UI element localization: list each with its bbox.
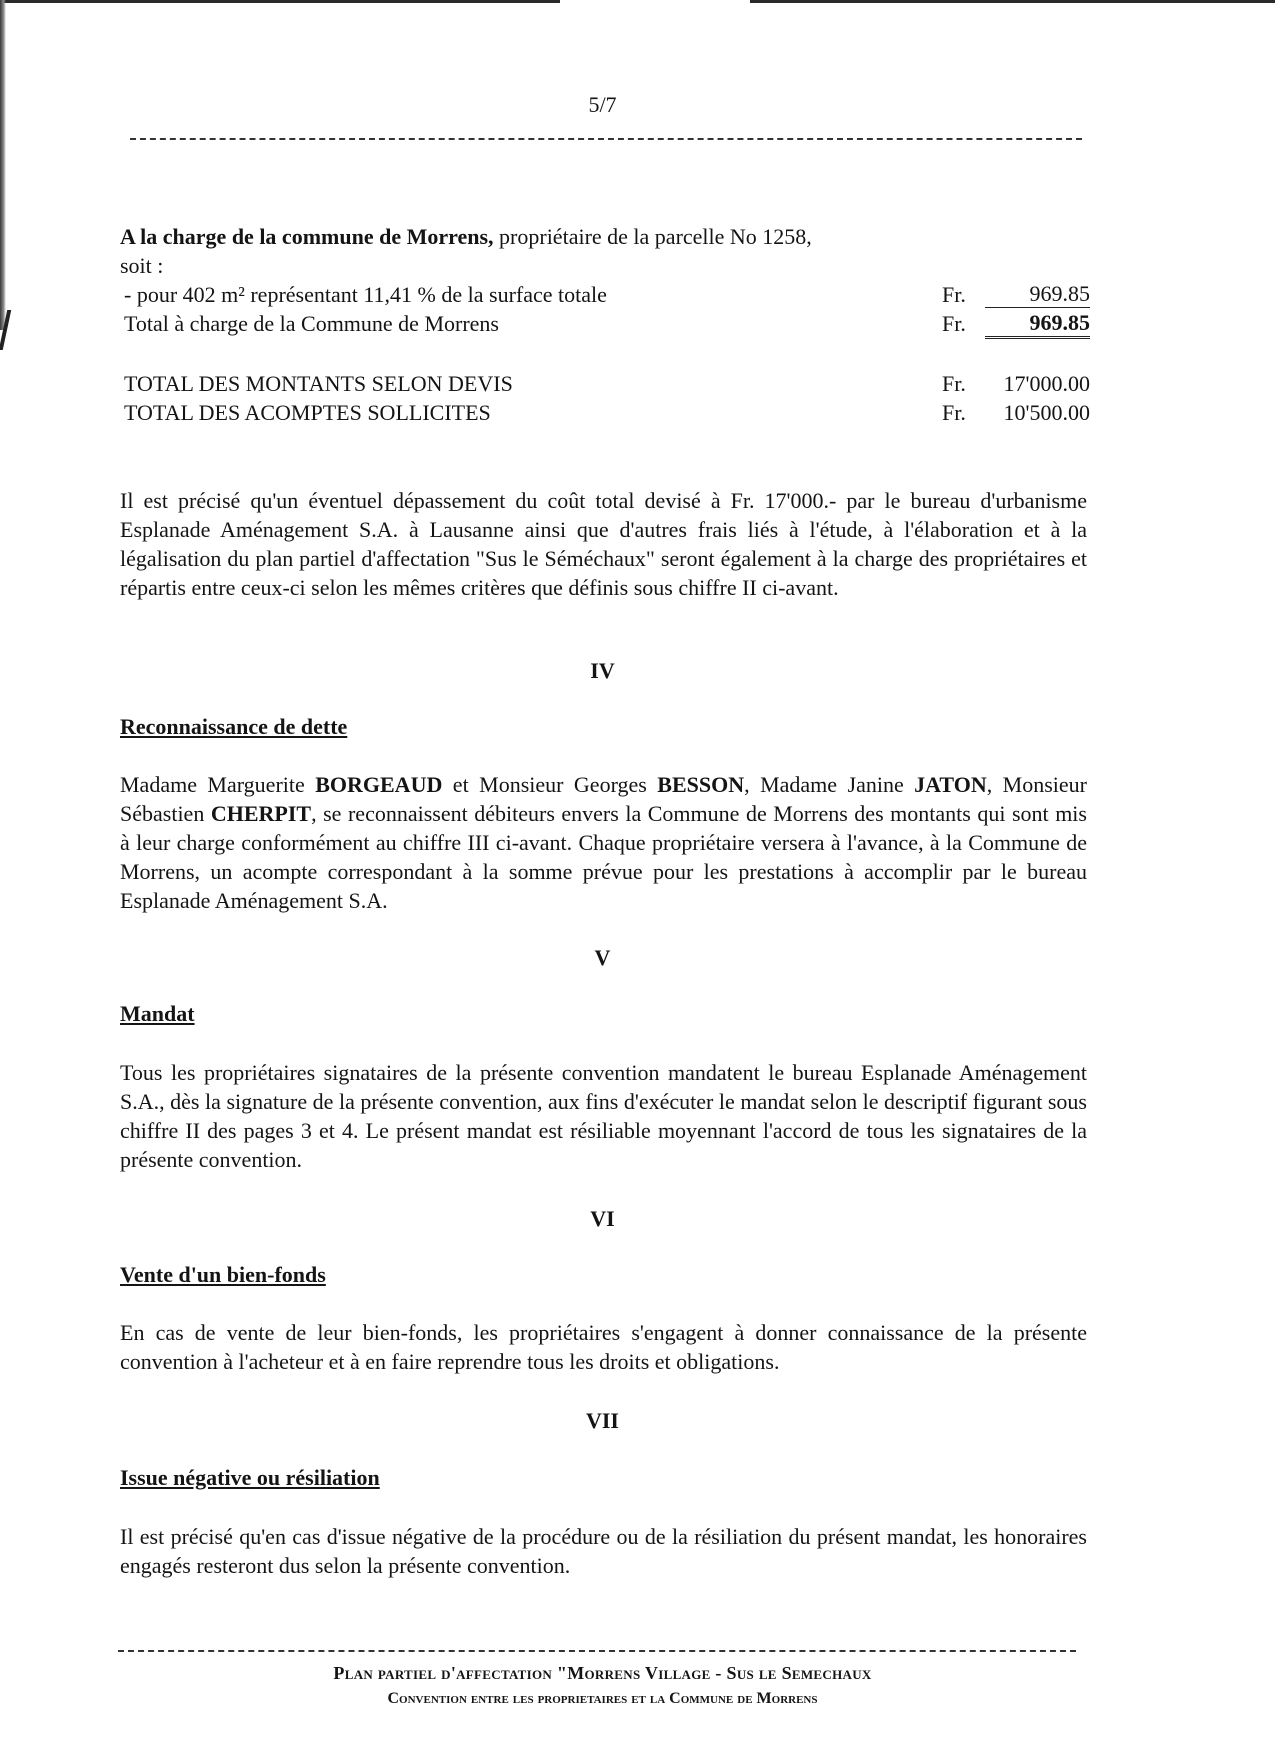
- section-vii-title: Issue négative ou résiliation: [120, 1465, 380, 1490]
- scan-border-left: [0, 0, 6, 330]
- scan-border-top-left: [0, 0, 560, 3]
- charge-total-label: Total à charge de la Commune de Morrens: [124, 311, 499, 336]
- charge-total-currency: Fr.: [942, 311, 966, 336]
- charge-soit: soit :: [120, 253, 164, 278]
- charge-total-amount: 969.85: [985, 309, 1090, 339]
- charge-total-row: [124, 309, 1090, 338]
- iv-text-2: et Monsieur Georges: [442, 772, 658, 797]
- iv-text-4: , Monsieur Sébastien: [120, 772, 1087, 826]
- total-devis-row: [124, 369, 1090, 398]
- charge-intro: [120, 222, 1090, 280]
- section-v-number: V: [594, 945, 611, 970]
- total-acomptes-row: [124, 398, 1090, 427]
- section-iv-number: IV: [590, 658, 615, 683]
- scan-border-top-right: [750, 0, 1275, 3]
- charge-line-currency: Fr.: [942, 282, 966, 307]
- footer-divider: [118, 1650, 1076, 1652]
- iv-name-jaton: JATON: [914, 772, 987, 797]
- section-vi-text: En cas de vente de leur bien-fonds, les propriétaires s'engagent à donner connaissance de la présente convention à l'acheteur et à en faire reprendre tous les droits et obligations.: [120, 1320, 1087, 1374]
- iv-text-3: , Madame Janine: [744, 772, 915, 797]
- total-devis-currency: Fr.: [942, 371, 966, 396]
- footer-subtitle: Convention entre les proprietaires et la Commune de Morrens: [387, 1690, 818, 1707]
- iv-name-besson: BESSON: [657, 772, 745, 797]
- total-devis-label: TOTAL DES MONTANTS SELON DEVIS: [124, 371, 513, 396]
- section-vii-number: VII: [585, 1408, 619, 1433]
- footer-title: Plan partiel d'affectation "Morrens Village - Sus le Semechaux: [333, 1663, 872, 1683]
- total-acomptes-amount: 10'500.00: [1003, 400, 1090, 425]
- section-vi-number: VI: [590, 1206, 615, 1231]
- page-number: 5/7: [588, 92, 617, 117]
- section-v-title: Mandat: [120, 1001, 195, 1026]
- section-vi-title: Vente d'un bien-fonds: [120, 1262, 326, 1287]
- iv-name-cherpit: CHERPIT: [210, 801, 312, 826]
- charge-line-row: [124, 280, 1090, 309]
- iv-text-1: Madame Marguerite: [120, 772, 316, 797]
- total-acomptes-label: TOTAL DES ACOMPTES SOLLICITES: [124, 400, 491, 425]
- charge-intro-rest: propriétaire de la parcelle No 1258,: [493, 224, 812, 249]
- section-vii-text: Il est précisé qu'en cas d'issue négative de la procédure ou de la résiliation du présent mandat, les honoraires engagés resteront dus selon la présente convention.: [120, 1524, 1087, 1578]
- iv-text-5: , se reconnaissent débiteurs envers la Commune de Morrens des montants qui sont mis à leur charge conformément au chiffre III ci-avant. Chaque propriétaire versera à l'avance, à la Commune de Morrens, un acompte correspondant à la somme prévue pour les prestations à accomplir par le bureau Esplanade Aménagement S.A.: [120, 801, 1087, 913]
- section-v-text: Tous les propriétaires signataires de la présente convention mandatent le bureau Esplanade Aménagement S.A., dès la signature de la présente convention, aux fins d'exécuter le mandat selon le descriptif figurant sous chiffre II des pages 3 et 4. Le présent mandat est résiliable moyennant l'accord de tous les signataires de la présente convention.: [120, 1060, 1087, 1172]
- header-divider: [130, 138, 1082, 140]
- paragraph-depassement: Il est précisé qu'un éventuel dépassement du coût total devisé à Fr. 17'000.- par le bureau d'urbanisme Esplanade Aménagement S.A. à Lausanne ainsi que d'autres frais liés à l'étude, à l'élaboration et à la légalisation du plan partiel d'affectation "Sus le Séméchaux" seront également à la charge des propriétaires et répartis entre ceux-ci selon les mêmes critères que définis sous chiffre II ci-avant.: [120, 488, 1087, 600]
- charge-line-amount: 969.85: [985, 280, 1090, 308]
- total-acomptes-currency: Fr.: [942, 400, 966, 425]
- section-iv-title: Reconnaissance de dette: [120, 714, 348, 739]
- total-devis-amount: 17'000.00: [1003, 371, 1090, 396]
- iv-name-borgeaud: BORGEAUD: [315, 772, 443, 797]
- charge-line-label: - pour 402 m² représentant 11,41 % de la surface totale: [124, 282, 607, 307]
- charge-intro-bold: A la charge de la commune de Morrens,: [120, 224, 494, 249]
- section-iv-text: [120, 770, 1087, 915]
